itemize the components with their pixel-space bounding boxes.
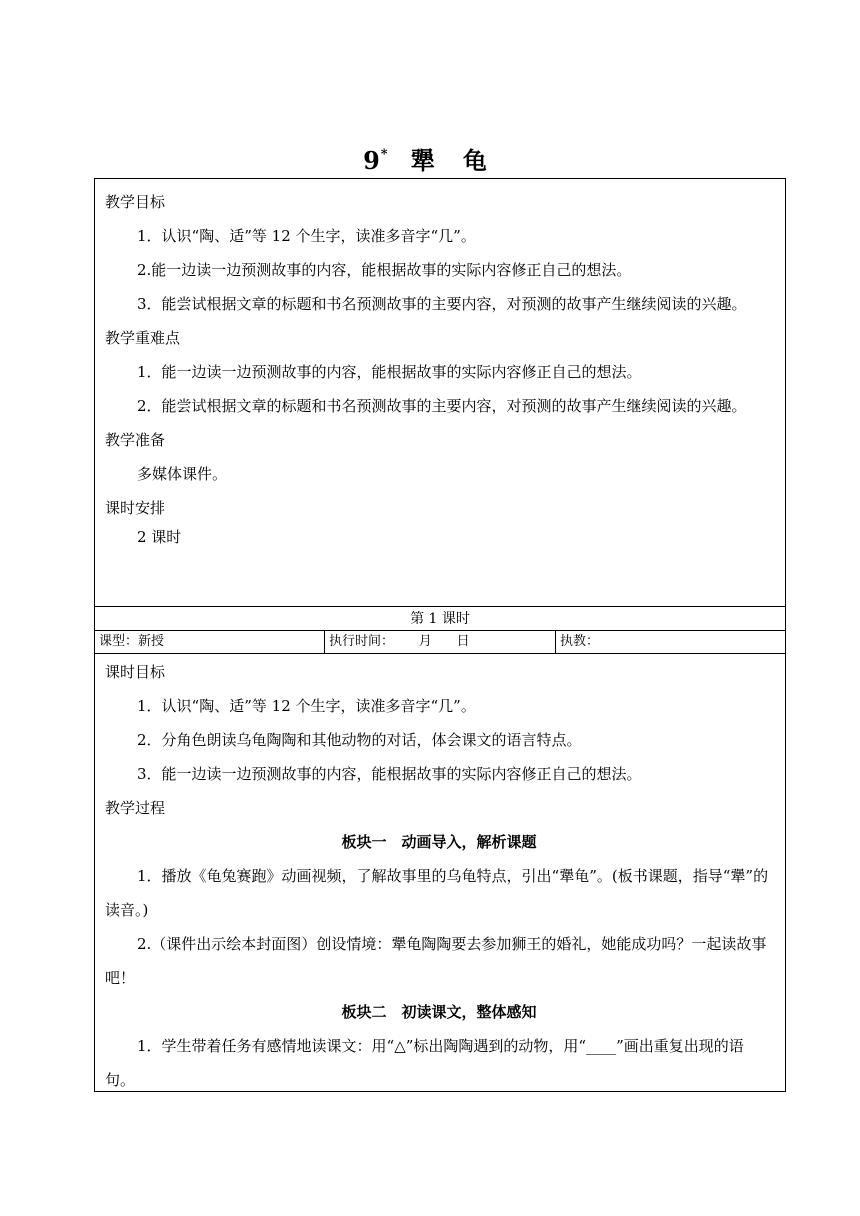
key-points-heading: 教学重难点 [105,329,181,347]
goal-item: 1．认识“陶、适”等 12 个生字，读准多音字“几”。 [137,227,476,245]
process-heading: 教学过程 [105,799,166,817]
lesson-goal-item: 3．能一边读一边预测故事的内容，能根据故事的实际内容修正自己的想法。 [137,765,642,783]
lesson-plan-table [94,178,786,1092]
key-point-item: 2．能尝试根据文章的标题和书名预测故事的主要内容，对预测的故事产生继续阅读的兴趣。 [137,397,747,415]
block1-title: 板块一 动画导入，解析课题 [341,833,537,851]
teacher: 执教： [560,634,600,649]
block1-item: 2.（课件出示绘本封面图）创设情境：犟龟陶陶要去参加狮王的婚礼，她能成功吗？一起读故事吧！ [105,935,767,987]
lesson-title [0,140,860,178]
schedule-heading: 课时安排 [105,499,166,517]
schedule-text: 2 课时 [137,528,182,546]
lesson-detail-section [95,653,785,1097]
lesson-goal-item: 2．分角色朗读乌龟陶陶和其他动物的对话，体会课文的语言特点。 [137,731,582,749]
preparation-text: 多媒体课件。 [137,465,228,483]
lesson-goal-item: 1．认识“陶、适”等 12 个生字，读准多音字“几”。 [137,697,476,715]
lesson-period-title: 第 1 课时 [95,606,785,631]
block2-title: 板块二 初读课文，整体感知 [341,1003,537,1021]
execution-time: 执行时间： 月 日 [325,631,556,653]
goals-heading: 教学目标 [105,193,166,211]
lesson-meta-row [95,630,785,654]
lesson-number: 9 [363,146,381,175]
self-study-mark: * [380,147,389,162]
lesson-type: 课型：新授 [95,631,325,653]
overview-section [95,179,785,606]
goal-item: 3．能尝试根据文章的标题和书名预测故事的主要内容，对预测的故事产生继续阅读的兴趣。 [137,295,747,313]
preparation-heading: 教学准备 [105,431,166,449]
key-point-item: 1．能一边读一边预测故事的内容，能根据故事的实际内容修正自己的想法。 [137,363,642,381]
goal-item: 2.能一边读一边预测故事的内容，能根据故事的实际内容修正自己的想法。 [137,261,632,279]
lesson-goals-heading: 课时目标 [105,663,166,681]
lesson-name: 犟 龟 [410,146,497,175]
block2-item: 1．学生带着任务有感情地读课文：用“△”标出陶陶遇到的动物，用“____”画出重复出现的语句。 [105,1037,744,1089]
block1-item: 1．播放《龟兔赛跑》动画视频，了解故事里的乌龟特点，引出“犟龟”。(板书课题，指导“犟”的读音。) [105,867,769,919]
